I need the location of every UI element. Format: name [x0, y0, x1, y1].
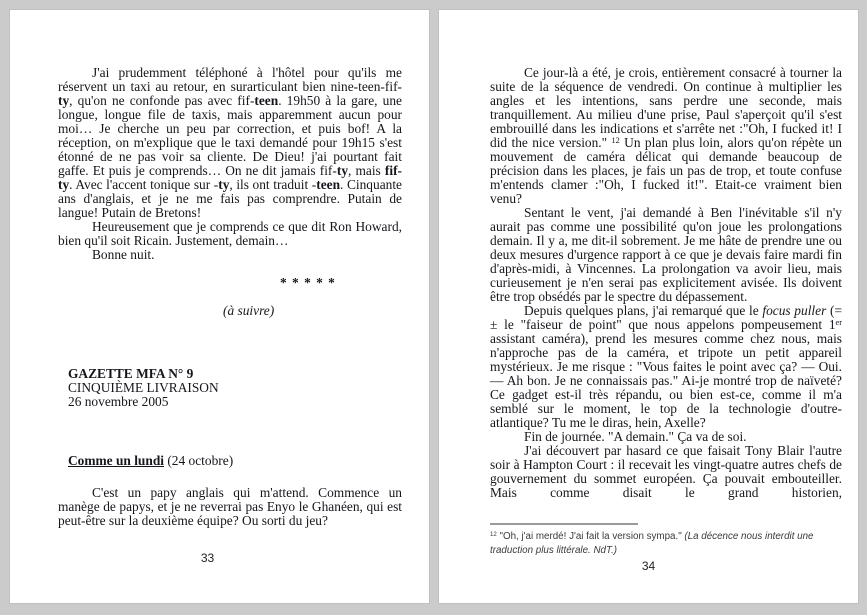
- paragraph-tony-blair: J'ai découvert par hasard ce que faisait Tony Blair l'autre soir à Hampton Court : il recevait les vingt-quatre autres chefs de gouvernement du sommet européen. Ça pouvait embouteiller. Mais comme disait le grand historien,: [490, 443, 842, 500]
- entry-heading: Comme un lundi (24 octobre): [68, 453, 234, 468]
- italic-text: focus puller: [762, 303, 827, 318]
- bold-text: Comme un lundi: [68, 453, 164, 468]
- gazette-title: GAZETTE MFA N° 9: [68, 366, 194, 381]
- footnote-divider: [490, 523, 638, 525]
- bold-text: fif-ty: [58, 163, 402, 192]
- italic-text: (La décence nous interdit une traduction plus littérale. NdT.): [490, 531, 814, 556]
- paragraph-ron-howard: Heureusement que je comprends ce que dit Ron Howard, bien qu'il soit Ricain. Justement, demain…: [58, 219, 402, 248]
- bold-text: teen: [316, 177, 341, 192]
- paragraph-tournage: Ce jour-là a été, je crois, entièrement consacré à tourner la suite de la séquence de vendredi. On continue à multiplier les angles et les intentions, sans perdre une seconde, mais tranquillement. Au milieu d'une prise, Paul s'aperçoit qu'il s'est embrouillé dans les indications et s'arrête net :"Oh, I fucked it! I did the nice version." $^{12}$ Un plan plus loin, alors qu'on répète un mouvement de caméra délicat qui demande beaucoup de précision dans les places, je fais un pas de trop, et toute confuse m'entends clamer :"Oh, I fucked it!". Etait-ce vraiment bien venu?: [490, 65, 842, 206]
- page-right: [439, 10, 858, 603]
- page-number: 34: [641, 559, 656, 573]
- paragraph-prolongations: Sentant le vent, j'ai demandé à Ben l'inévitable s'il n'y aurait pas comme une possibilité qu'on joue les prolongations demain. Il y a, me dit-il sobrement. Je me hâte de prendre une ou deux mesures d'urgence rapport à ce que je devais faire mardi fin d'après-midi, à Vincennes. La prolongation va avoir lieu, mais curieusement je n'en serai pas explicitement avisée. Ils doivent être trop obsédés par le spectre du dépassement.: [490, 205, 842, 304]
- bold-text: teen: [254, 93, 279, 108]
- paragraph-focus-puller: Depuis quelques plans, j'ai remarqué que le focus puller (= ± le "faiseur de point" que nous appelons pompeusement 1er assistant caméra), prend les mesures comme chez nous, mais n'approche pas de la caméra, et tripote un petit appareil mystérieux. Je me risque : "Vous faites le point avec ça? — Oui. — Ah bon. Je ne connaissais pas." Ai-je montré trop de naïveté? Ce gadget est-il très répandu, ou bien est-ce, comme il m'a semblé sur le moment, le top de la technologie d'outre-atlantique? Tu me le diras, hein, Axelle?: [490, 303, 842, 430]
- a-suivre: (à suivre): [223, 303, 275, 318]
- page-right-content: [439, 10, 858, 500]
- paragraph-taxi: J'ai prudemment téléphoné à l'hôtel pour qu'ils me réservent un taxi au retour, en surarticulant bien nine-teen-fif-ty, qu'on ne confonde pas avec fif-teen. 19h50 à la gare, une longue, longue file de taxis, mais apparemment aucun pour moi… Je cherche un peu par correction, et puis bof! A la réception, on m'explique que le taxi demandé pour 19h15 s'est étonné de ne pas voir sa cliente. De Dieu! j'ai pourtant fait gaffe. Et puis je comprends… On ne dit jamais fif-ty, mais fif-ty. Avec l'accent tonique sur -ty, ils ont traduit -teen. Cinquante ans d'anglais, et je ne me fais pas comprendre. Putain de langue! Putain de Bretons!: [58, 65, 402, 220]
- superscript-ref: er: [835, 318, 842, 328]
- footnote-text: [490, 530, 842, 557]
- gazette-subtitle: CINQUIÈME LIVRAISON: [68, 380, 219, 395]
- paragraph-bonne-nuit: Bonne nuit.: [92, 247, 155, 262]
- paragraph-fin-journee: Fin de journée. "A demain." Ça va de soi.: [524, 429, 747, 444]
- bold-text: ty: [336, 163, 349, 178]
- page-left: [10, 10, 429, 603]
- superscript-ref: 12: [611, 136, 620, 146]
- footnote-12: $^{12}$ "Oh, j'ai merdé! J'ai fait la version sympa." (La décence nous interdit une traduction plus littérale. NdT.): [490, 531, 814, 556]
- footnote: [490, 523, 842, 557]
- bold-text: ty: [58, 93, 70, 108]
- bold-text: ty: [218, 177, 230, 192]
- page-left-content: [10, 10, 429, 528]
- stars-separator: * * * * *: [280, 275, 336, 290]
- paragraph-papy: C'est un papy anglais qui m'attend. Commence un manège de papys, et je ne reverrai pas Enyo le Ghanéen, qui est peut-être sur la deuxième équipe? Ou sorti du jeu?: [58, 485, 402, 528]
- superscript-ref: 12: [490, 532, 497, 539]
- page-number: 33: [200, 551, 215, 565]
- gazette-date: 26 novembre 2005: [68, 394, 169, 409]
